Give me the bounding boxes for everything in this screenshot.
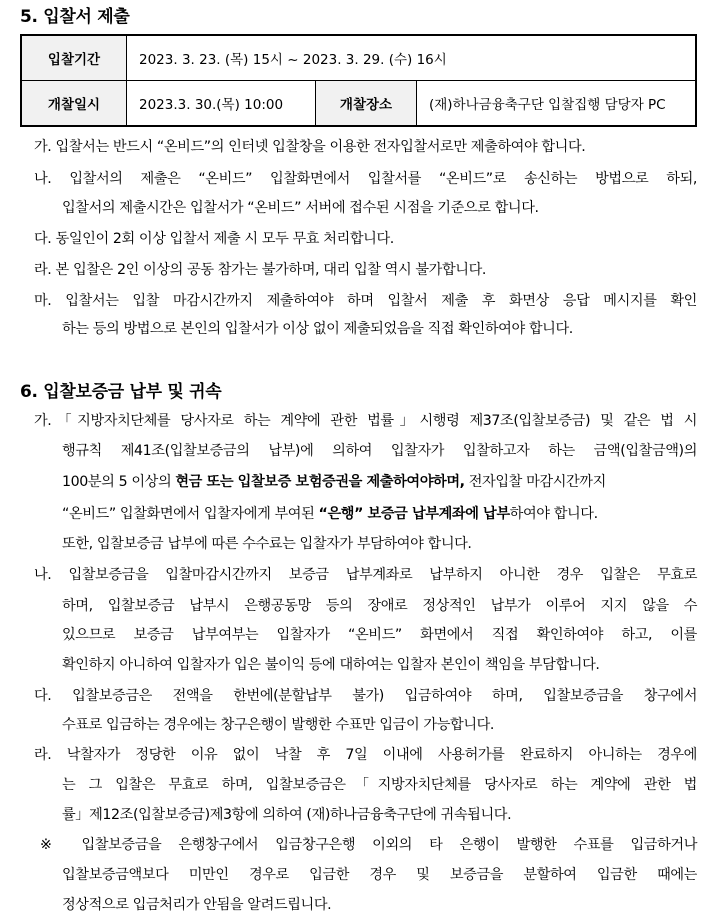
list-item-continuation: 100분의 5 이상의 현금 또는 입찰보증 보험증권을 제출하여야하며, 전자입찰 마감시간까지	[62, 474, 606, 490]
emphasis-text: “은행” 보증금 납부계좌에 납부	[318, 506, 510, 522]
list-item: 가. 입찰서는 반드시 “온비드”의 인터넷 입찰창을 이용한 전자입찰서로만 제출하여야 합니다.	[34, 139, 586, 155]
list-item: 마. 입찰서는 입찰 마감시간까지 제출하여야 하며 입찰서 제출 후 화면상 응답 메시지를 확인	[34, 293, 697, 309]
emphasis-text: 현금 또는 입찰보증 보험증권을 제출하여야하며,	[175, 474, 465, 490]
list-item-continuation: 확인하지 아니하여 입찰자가 입은 불이익 등에 대하여는 입찰자 본인이 책임을 부담합니다.	[62, 657, 600, 673]
list-item-continuation: 하는 등의 방법으로 본인의 입찰서가 이상 없이 제출되었음을 직접 확인하여야 합니다.	[62, 321, 573, 337]
note-continuation: 정상적으로 입금처리가 안됨을 알려드립니다.	[62, 897, 332, 913]
list-item-continuation: 률」제12조(입찰보증금)제3항에 의하여 (재)하나금융축구단에 귀속됩니다.	[62, 807, 512, 823]
opening-label: 개찰일시	[21, 81, 127, 127]
list-item: 라. 본 입찰은 2인 이상의 공동 참가는 불가하며, 대리 입찰 역시 불가합니다.	[34, 262, 487, 278]
list-item-continuation: 또한, 입찰보증금 납부에 따른 수수료는 입찰자가 부담하여야 합니다.	[62, 536, 472, 552]
period-label: 입찰기간	[21, 35, 127, 81]
table-row	[21, 81, 696, 127]
place-label: 개찰장소	[316, 81, 417, 127]
list-item-continuation: “온비드” 입찰화면에서 입찰자에게 부여된 “은행” 보증금 납부계좌에 납부하여야 합니다.	[62, 506, 598, 522]
section-5-title: 5. 입찰서 제출	[20, 7, 130, 27]
list-item-continuation: 수표로 입금하는 경우에는 창구은행이 발행한 수표만 입금이 가능합니다.	[62, 717, 495, 733]
list-item-continuation: 입찰서의 제출시간은 입찰서가 “온비드” 서버에 접수된 시점을 기준으로 합니다.	[62, 200, 539, 216]
list-item: 라. 낙찰자가 정당한 이유 없이 낙찰 후 7일 이내에 사용허가를 완료하지 아니하는 경우에	[34, 747, 697, 763]
list-item: 나. 입찰보증금을 입찰마감시간까지 보증금 납부계좌로 납부하지 아니한 경우 입찰은 무효로	[34, 567, 697, 583]
list-item: 가.「지방자치단체를 당사자로 하는 계약에 관한 법률」시행령 제37조(입찰보증금) 및 같은 법 시	[34, 413, 697, 429]
list-item-continuation: 있으므로 보증금 납부여부는 입찰자가 “온비드” 화면에서 직접 확인하여야 하고, 이를	[62, 627, 697, 643]
place-value: (재)하나금융축구단 입찰집행 담당자 PC	[417, 81, 697, 127]
list-item: 나. 입찰서의 제출은 “온비드” 입찰화면에서 입찰서를 “온비드”로 송신하는 방법으로 하되,	[34, 171, 697, 187]
note: ※ 입찰보증금을 은행창구에서 입금창구은행 이외의 타 은행이 발행한 수표를 입금하거나	[40, 837, 697, 853]
list-item: 다. 입찰보증금은 전액을 한번에(분할납부 불가) 입금하여야 하며, 입찰보증금을 창구에서	[34, 688, 697, 704]
section-6-title: 6. 입찰보증금 납부 및 귀속	[20, 382, 222, 402]
list-item-continuation: 는 그 입찰은 무효로 하며, 입찰보증금은「지방자치단체를 당사자로 하는 계약에 관한 법	[62, 777, 697, 793]
note-continuation: 입찰보증금액보다 미만인 경우로 입금한 경우 및 보증금을 분할하여 입금한 때에는	[62, 867, 697, 883]
list-item-continuation: 행규칙 제41조(입찰보증금의 납부)에 의하여 입찰자가 입찰하고자 하는 금액(입찰금액)의	[62, 443, 697, 459]
opening-value: 2023.3. 30.(목) 10:00	[127, 81, 316, 127]
list-item-continuation: 하며, 입찰보증금 납부시 은행공동망 등의 장애로 정상적인 납부가 이루어 지지 않을 수	[62, 598, 697, 614]
table-row	[21, 35, 696, 81]
bid-schedule-table	[20, 34, 697, 127]
list-item: 다. 동일인이 2회 이상 입찰서 제출 시 모두 무효 처리합니다.	[34, 231, 394, 247]
period-value: 2023. 3. 23. (목) 15시 ~ 2023. 3. 29. (수) 16시	[127, 35, 697, 81]
